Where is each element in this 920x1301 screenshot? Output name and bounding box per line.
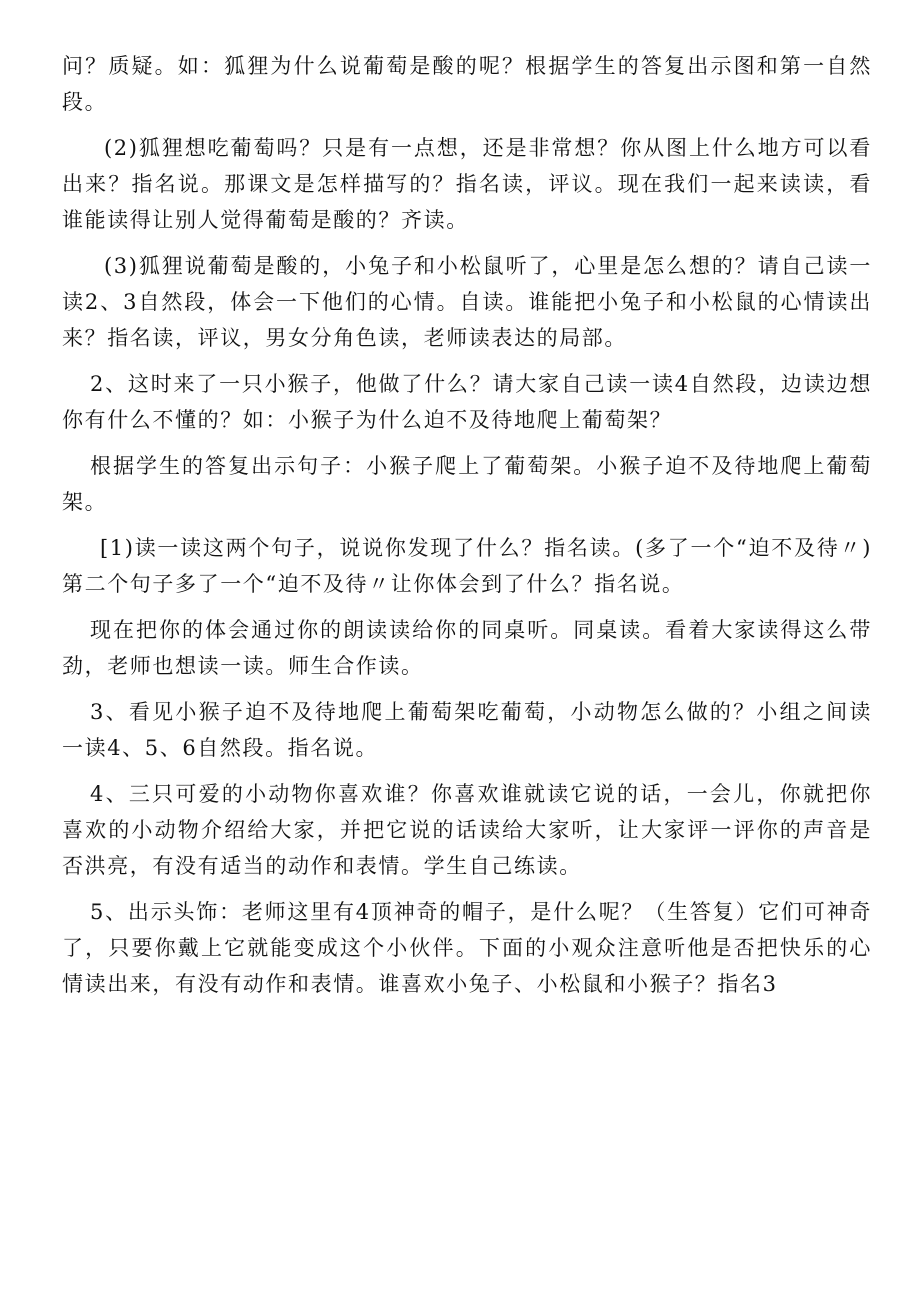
- paragraph-section-4-favorite: 4、三只可爱的小动物你喜欢谁？你喜欢谁就读它说的话，一会儿，你就把你喜欢的小动物介绍给大家，并把它说的话读给大家听，让大家评一评你的声音是否洪亮，有没有适当的动作和表情。学生自己练读。: [62, 782, 872, 878]
- paragraph-section-5-headwear: 5、出示头饰：老师这里有4顶神奇的帽子，是什么呢？（生答复）它们可神奇了，只要你戴上它就能变成这个小伙伴。下面的小观众注意听他是否把快乐的心情读出来，有没有动作和表情。谁喜欢小兔子、小松鼠和小猴子？指名3: [62, 900, 872, 996]
- paragraph-show-sentences: 根据学生的答复出示句子：小猴子爬上了葡萄架。小猴子迫不及待地爬上葡萄架。: [62, 454, 872, 514]
- paragraph-step-3-rabbit-squirrel: (3)狐狸说葡萄是酸的，小兔子和小松鼠听了，心里是怎么想的？请自己读一读2、3自然段，体会一下他们的心情。自读。谁能把小兔子和小松鼠的心情读出来？指名读，评议，男女分角色读，老师读表达的局部。: [62, 254, 872, 350]
- paragraph-step-2-fox: (2)狐狸想吃葡萄吗？只是有一点想，还是非常想？你从图上什么地方可以看出来？指名说。那课文是怎样描写的？指名读，评议。现在我们一起来读读，看谁能读得让别人觉得葡萄是酸的？齐读。: [62, 136, 872, 232]
- paragraph-continued-question: 问？质疑。如：狐狸为什么说葡萄是酸的呢？根据学生的答复出示图和第一自然段。: [62, 54, 872, 114]
- paragraph-section-2-monkey: 2、这时来了一只小猴子，他做了什么？请大家自己读一读4自然段，边读边想你有什么不懂的？如：小猴子为什么迫不及待地爬上葡萄架？: [62, 372, 872, 432]
- paragraph-section-3-animals: 3、看见小猴子迫不及待地爬上葡萄架吃葡萄，小动物怎么做的？小组之间读一读4、5、6自然段。指名说。: [62, 700, 872, 760]
- document-page: [62, 48, 872, 1012]
- paragraph-read-to-partner: 现在把你的体会通过你的朗读读给你的同桌听。同桌读。看着大家读得这么带劲，老师也想读一读。师生合作读。: [62, 618, 872, 678]
- paragraph-step-1-compare: [1)读一读这两个句子，说说你发现了什么？指名读。(多了一个“迫不及待〃)第二个句子多了一个“迫不及待〃让你体会到了什么？指名说。: [62, 536, 872, 596]
